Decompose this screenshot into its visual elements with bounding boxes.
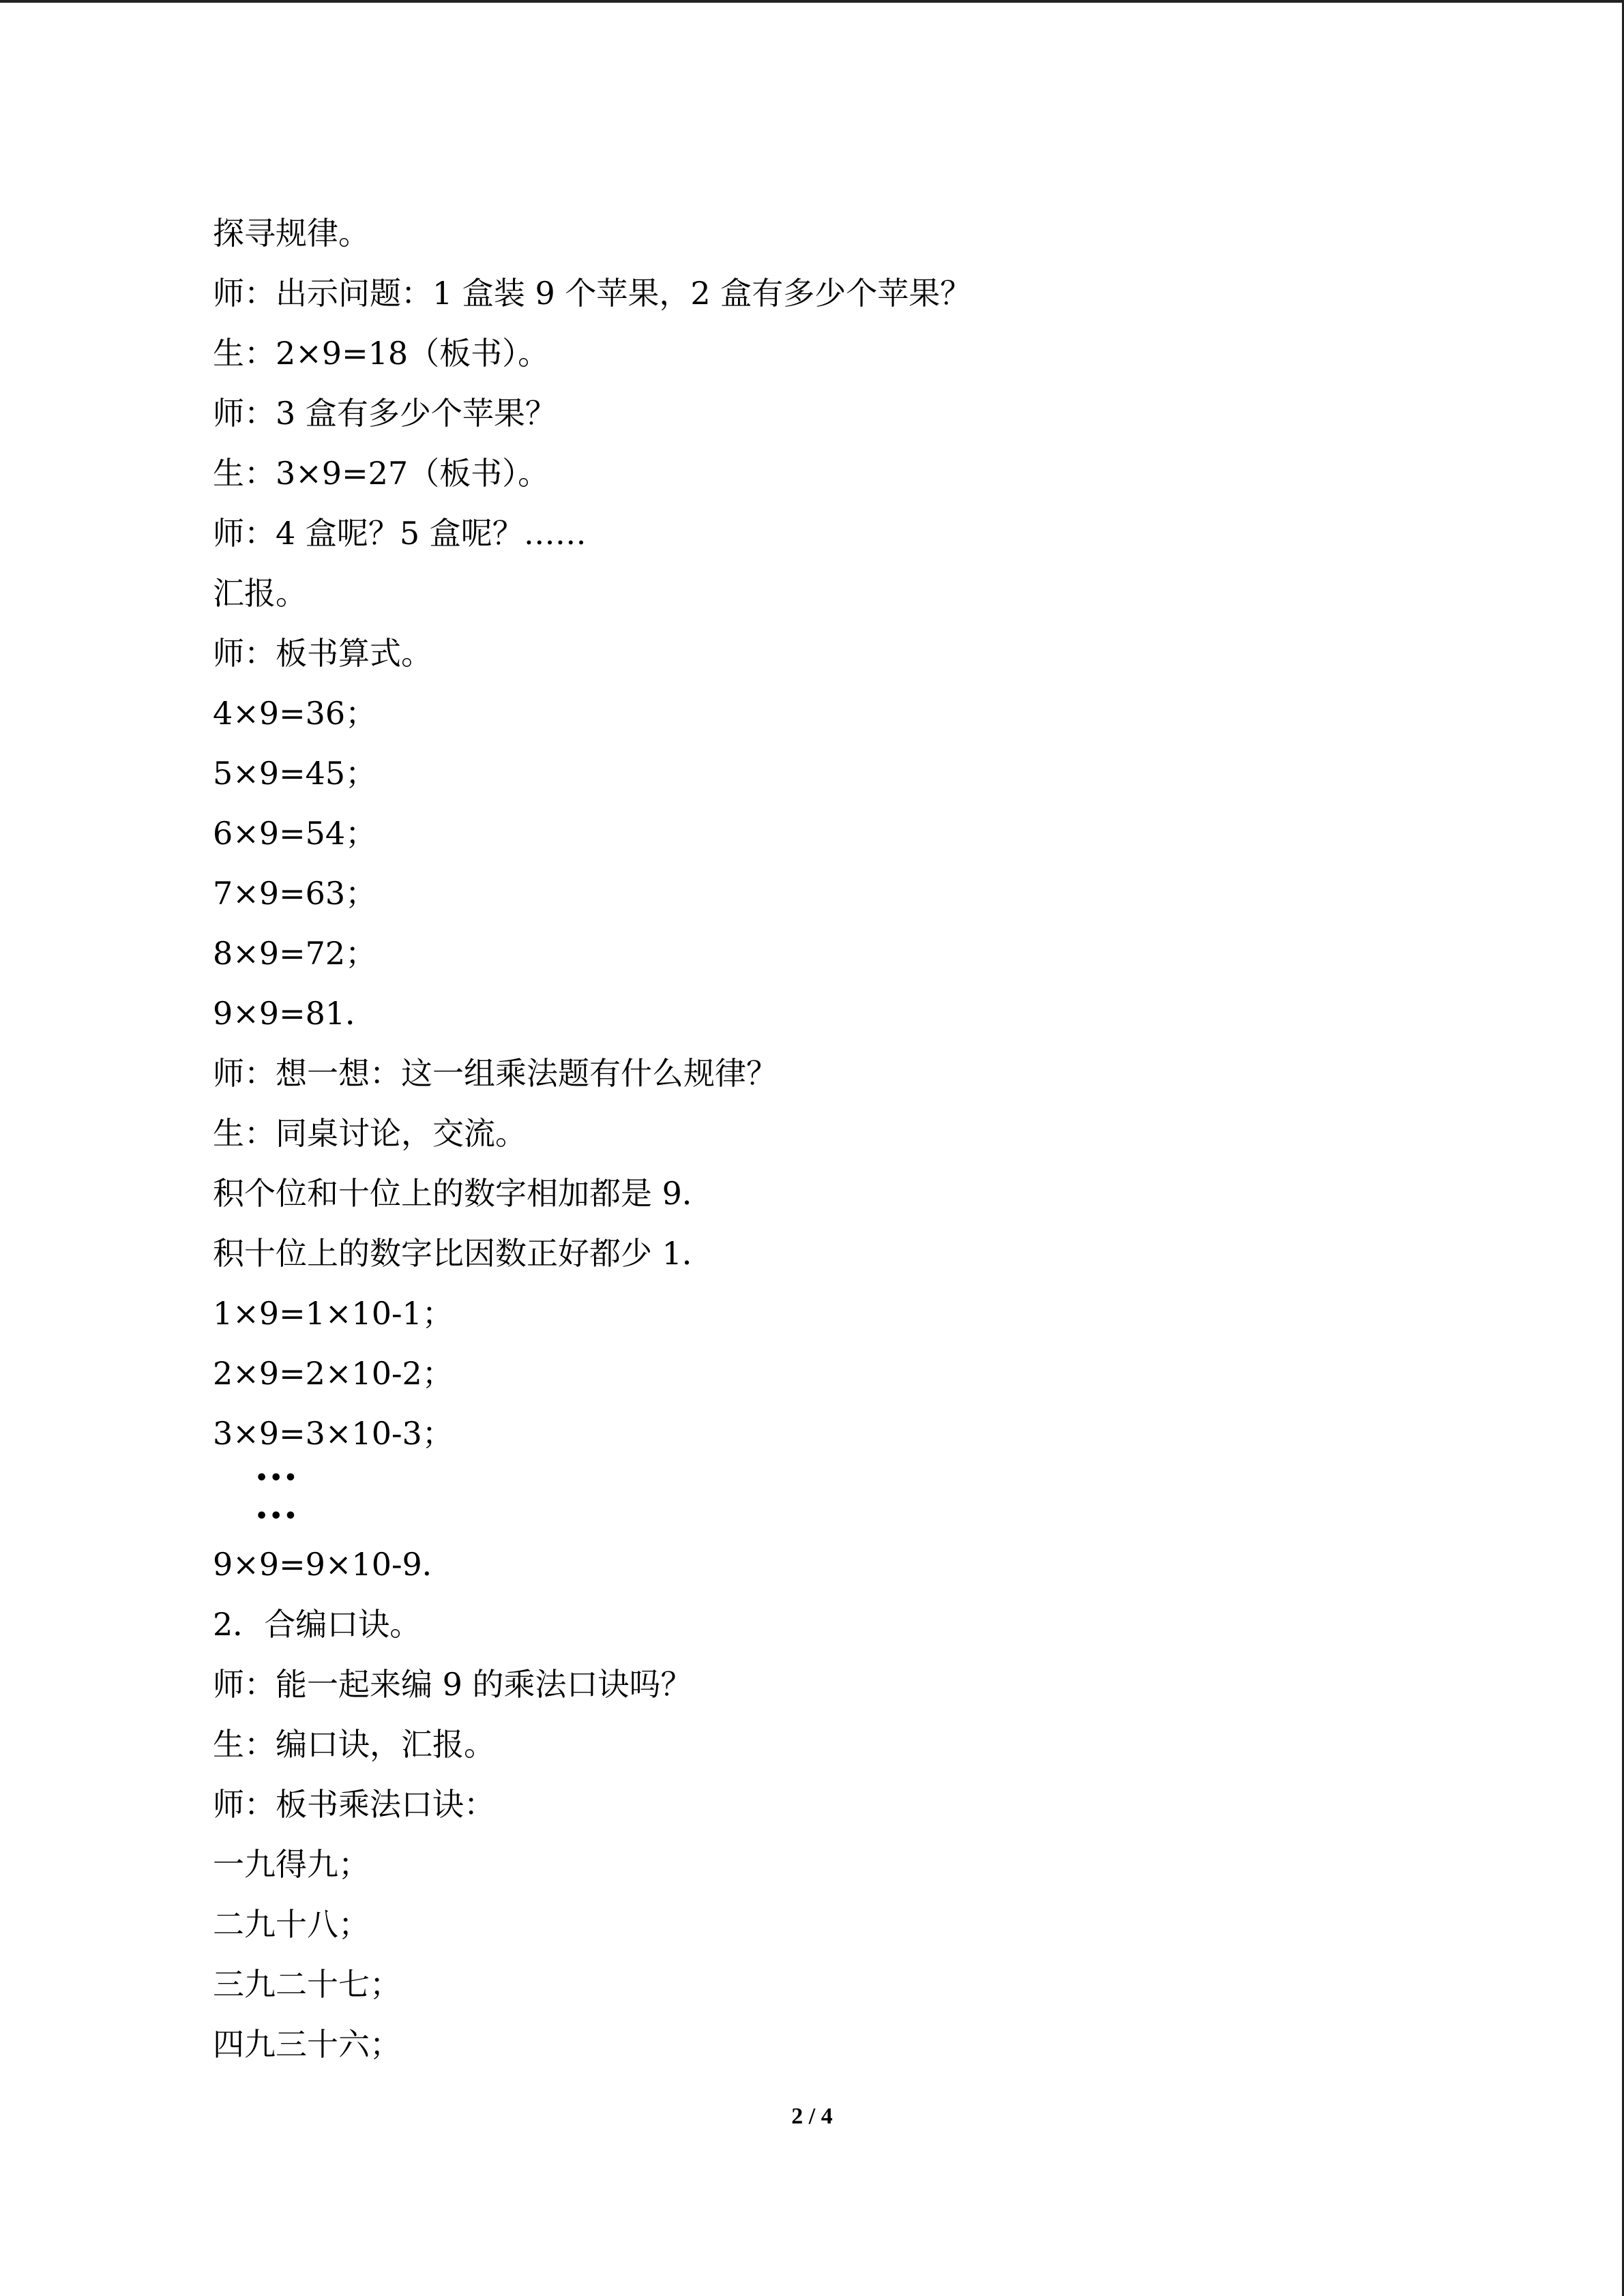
- equation-line: 8×9=72；: [213, 935, 377, 972]
- paragraph-line: 积十位上的数字比因数正好都少 1．: [213, 1235, 713, 1272]
- equation-line: 3×9=3×10-3；: [213, 1415, 454, 1452]
- paragraph-line: 汇报。: [213, 575, 307, 612]
- page-number: 2 / 4: [791, 2104, 833, 2129]
- equation-line: 4×9=36；: [213, 695, 377, 732]
- paragraph-line: 探寻规律。: [213, 215, 370, 252]
- formula-line: 四九三十六；: [213, 2026, 401, 2063]
- paragraph-line: 师：想一想：这一组乘法题有什么规律？: [213, 1055, 778, 1092]
- paragraph-line: 师：板书乘法口诀：: [213, 1786, 495, 1823]
- formula-line: 二九十八；: [213, 1906, 370, 1943]
- equation-line: 7×9=63；: [213, 875, 377, 912]
- document-body: [213, 203, 1441, 2074]
- equation-line: 9×9=9×10-9．: [213, 1546, 454, 1583]
- paragraph-line: 师：3 盒有多少个苹果？: [213, 395, 557, 432]
- paragraph-line: 生：3×9=27（板书）。: [213, 455, 550, 492]
- paragraph-line: 师：4 盒呢？5 盒呢？……: [213, 515, 587, 552]
- formula-line: 一九得九；: [213, 1846, 370, 1883]
- paragraph-line: 师：能一起来编 9 的乘法口诀吗？: [213, 1666, 692, 1703]
- ellipsis-dots: •••: [255, 1466, 299, 1490]
- paragraph-line: 生：同桌讨论，交流。: [213, 1115, 527, 1152]
- equation-line: 6×9=54；: [213, 815, 377, 852]
- equation-line: 2×9=2×10-2；: [213, 1355, 454, 1392]
- paragraph-line: 积个位和十位上的数字相加都是 9．: [213, 1175, 713, 1212]
- formula-line: 三九二十七；: [213, 1966, 401, 2003]
- ellipsis-dots: •••: [255, 1504, 299, 1528]
- equation-line: 5×9=45；: [213, 755, 377, 792]
- paragraph-line: 生：编口诀，汇报。: [213, 1726, 495, 1763]
- equation-line: 1×9=1×10-1；: [213, 1295, 454, 1332]
- paragraph-line: 师：板书算式。: [213, 635, 432, 672]
- paragraph-line: 师：出示问题：1 盒装 9 个苹果，2 盒有多少个苹果？: [213, 275, 972, 312]
- paragraph-line: 生：2×9=18（板书）。: [213, 335, 550, 372]
- section-heading: 2．合编口诀。: [213, 1606, 422, 1643]
- equation-line: 9×9=81．: [213, 995, 377, 1032]
